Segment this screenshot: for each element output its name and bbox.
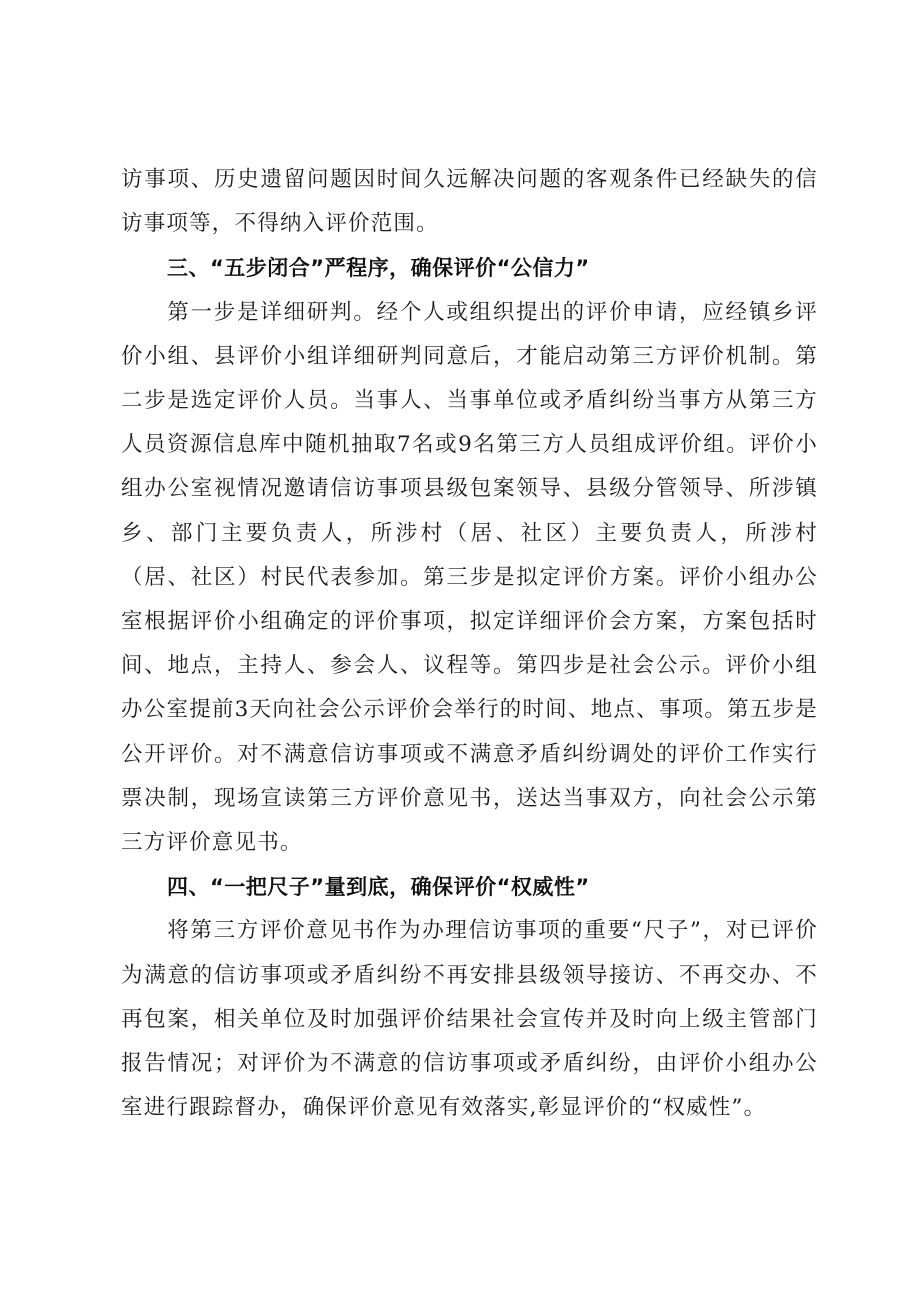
- paragraph-five-steps: 第一步是详细研判。经个人或组织提出的评价申请，应经镇乡评价小组、县评价小组详细研判同意后，才能启动第三方评价机制。第二步是选定评价人员。当事人、当事单位或矛盾纠纷当事方从第三方人员资源信息库中随机抽取7名或9名第三方人员组成评价组。评价小组办公室视情况邀请信访事项县级包案领导、县级分管领导、所涉镇乡、部门主要负责人，所涉村（居、社区）主要负责人，所涉村（居、社区）村民代表参加。第三步是拟定评价方案。评价小组办公室根据评价小组确定的评价事项，拟定详细评价会方案，方案包括时间、地点，主持人、参会人、议程等。第四步是社会公示。评价小组办公室提前3天向社会公示评价会举行的时间、地点、事项。第五步是公开评价。对不满意信访事项或不满意矛盾纠纷调处的评价工作实行票决制，现场宣读第三方评价意见书，送达当事双方，向社会公示第三方评价意见书。: [121, 299, 818, 856]
- section-heading-4: 四、“一把尺子”量到底，确保评价“权威性”: [167, 875, 590, 900]
- document-body: [121, 158, 818, 1130]
- section-heading-3: 三、“五步闭合”严程序，确保评价“公信力”: [167, 256, 590, 281]
- paragraph-continuation: 访事项、历史遗留问题因时间久远解决问题的客观条件已经缺失的信访事项等，不得纳入评价范围。: [121, 167, 818, 237]
- paragraph-authority: 将第三方评价意见书作为办理信访事项的重要“尺子”，对已评价为满意的信访事项或矛盾纠纷不再安排县级领导接访、不再交办、不再包案，相关单位及时加强评价结果社会宣传并及时向上级主管部门报告情况；对评价为不满意的信访事项或矛盾纠纷，由评价小组办公室进行跟踪督办，确保评价意见有效落实,彰显评价的“权威性”。: [121, 918, 818, 1121]
